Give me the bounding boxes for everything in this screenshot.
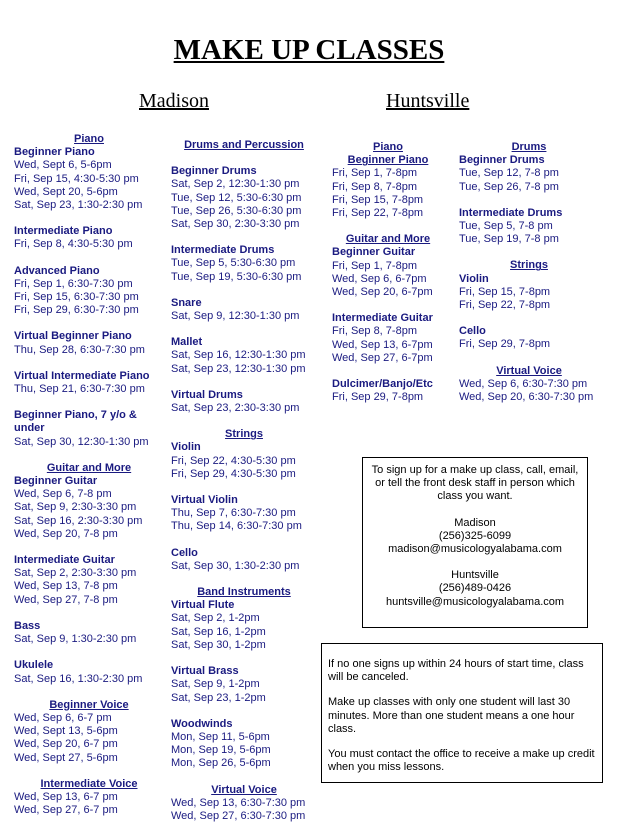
class-time: Sat, Sep 30, 2:30-3:30 pm (171, 218, 300, 231)
madison-column-1 (14, 133, 164, 830)
class-time: Wed, Sept 13, 5-6pm (14, 725, 118, 738)
class-time: Sat, Sep 16, 1:30-2:30 pm (14, 672, 143, 685)
class-name-beginner-guitar: Beginner Guitar (14, 475, 98, 488)
class-time: Sat, Sep 30, 1:30-2:30 pm (171, 559, 300, 572)
schedule-section (14, 409, 164, 449)
category-heading-band-instruments: Band Instruments (197, 586, 291, 599)
class-time: Wed, Sept 20, 5-6pm (14, 185, 118, 198)
class-time: Wed, Sep 20, 7-8 pm (14, 527, 118, 540)
class-time: Sat, Sep 16, 2:30-3:30 pm (14, 514, 143, 527)
class-time: Tue, Sep 12, 5:30-6:30 pm (171, 191, 302, 204)
class-time: Tue, Sep 19, 5:30-6:30 pm (171, 270, 302, 283)
class-name-cello: Cello (459, 325, 486, 338)
class-time: Fri, Sep 8, 7-8pm (332, 325, 417, 338)
class-time: Wed, Sep 27, 7-8 pm (14, 593, 118, 606)
class-time: Wed, Sep 27, 6-7pm (332, 351, 433, 364)
category-heading-piano: Piano (74, 133, 104, 145)
category-heading-drums: Drums (511, 141, 547, 153)
class-name-snare: Snare (171, 296, 202, 309)
class-time: Sat, Sep 30, 12:30-1:30 pm (14, 435, 149, 448)
schedule-section (459, 325, 599, 351)
class-time: Wed, Sep 13, 6-7 pm (14, 790, 118, 803)
class-time: Wed, Sep 20, 6:30-7:30 pm (459, 391, 594, 404)
schedule-section (171, 665, 317, 705)
class-time: Sat, Sep 9, 1:30-2:30 pm (14, 633, 137, 646)
class-time: Mon, Sep 26, 5-6pm (171, 757, 271, 770)
schedule-section (171, 784, 317, 824)
class-name-mallet: Mallet (171, 336, 203, 349)
class-time: Tue, Sep 12, 7-8 pm (459, 167, 559, 180)
class-time: Wed, Sep 13, 6:30-7:30 pm (171, 796, 306, 809)
schedule-section (14, 699, 164, 765)
schedule-section (332, 141, 444, 220)
class-time: Fri, Sep 22, 7-8pm (332, 207, 424, 220)
class-time: Sat, Sep 9, 2:30-3:30 pm (14, 501, 137, 514)
class-name-virtual-drums: Virtual Drums (171, 388, 243, 401)
class-name-beginner-drums: Beginner Drums (171, 165, 257, 178)
class-time: Fri, Sep 29, 4:30-5:30 pm (171, 467, 296, 480)
class-time: Wed, Sep 6, 6-7 pm (14, 711, 112, 724)
class-time: Fri, Sep 15, 6:30-7:30 pm (14, 291, 139, 304)
class-time: Wed, Sep 27, 6:30-7:30 pm (171, 809, 306, 822)
class-time: Sat, Sep 30, 1-2pm (171, 638, 266, 651)
class-time: Sat, Sep 16, 1-2pm (171, 625, 266, 638)
class-name-virtual-beginner-piano: Virtual Beginner Piano (14, 330, 132, 343)
class-time: Sat, Sep 23, 2:30-3:30 pm (171, 402, 300, 415)
class-time: Fri, Sep 15, 4:30-5:30 pm (14, 172, 139, 185)
class-name-intermediate-drums: Intermediate Drums (171, 244, 275, 257)
class-time: Fri, Sep 8, 7-8pm (332, 180, 417, 193)
huntsville-email[interactable]: huntsville@musicologyalabama.com (385, 595, 565, 608)
class-name-virtual-brass: Virtual Brass (171, 665, 239, 678)
schedule-section (459, 207, 599, 247)
class-name-intermediate-guitar: Intermediate Guitar (332, 312, 433, 325)
signup-info-box (362, 457, 588, 628)
schedule-section (14, 554, 164, 607)
schedule-section (171, 297, 317, 323)
class-name-ukulele: Ukulele (14, 659, 54, 672)
class-time: Sat, Sep 2, 12:30-1:30 pm (171, 178, 300, 191)
class-name-beginner-guitar: Beginner Guitar (332, 246, 416, 259)
class-time: Fri, Sep 1, 6:30-7:30 pm (14, 277, 133, 290)
class-name-intermediate-piano: Intermediate Piano (14, 225, 113, 238)
schedule-section (14, 620, 164, 646)
class-time: Sat, Sep 23, 1:30-2:30 pm (14, 199, 143, 212)
class-time: Wed, Sep 6, 6-7pm (332, 272, 427, 285)
policy-credit: You must contact the office to receive a make up credit when you miss lessons. (328, 748, 595, 774)
class-name-bass: Bass (14, 619, 41, 632)
class-time: Wed, Sep 13, 6-7pm (332, 338, 433, 351)
schedule-section (14, 462, 164, 541)
class-time: Wed, Sep 20, 6-7pm (332, 286, 433, 299)
policy-cancel: If no one signs up within 24 hours of start time, class will be canceled. (328, 658, 584, 684)
class-time: Sat, Sep 16, 12:30-1:30 pm (171, 349, 306, 362)
schedule-section (459, 141, 599, 194)
schedule-section (14, 330, 164, 356)
class-time: Tue, Sep 5, 5:30-6:30 pm (171, 257, 296, 270)
class-time: Thu, Sep 28, 6:30-7:30 pm (14, 343, 145, 356)
class-name-woodwinds: Woodwinds (171, 717, 233, 730)
class-time: Fri, Sep 8, 4:30-5:30 pm (14, 238, 133, 251)
schedule-section (14, 659, 164, 685)
category-heading-beginner-voice: Beginner Voice (49, 698, 129, 711)
class-name-dulcimer-banjo-etc: Dulcimer/Banjo/Etc (332, 378, 433, 391)
category-heading-drums-and-percussion: Drums and Percussion (184, 139, 304, 151)
class-time: Wed, Sept 6, 5-6pm (14, 159, 112, 172)
schedule-section (459, 365, 599, 405)
huntsville-phone[interactable]: (256)489-0426 (438, 582, 512, 595)
schedule-section (14, 265, 164, 318)
class-time: Wed, Sep 6, 6:30-7:30 pm (459, 377, 588, 390)
location-madison: Madison (139, 90, 209, 112)
class-name-intermediate-drums: Intermediate Drums (459, 206, 563, 219)
class-name-violin: Violin (459, 272, 489, 285)
class-time: Wed, Sep 27, 6-7 pm (14, 804, 118, 817)
category-heading-piano: Piano (373, 141, 403, 153)
category-heading-intermediate-voice: Intermediate Voice (40, 777, 138, 790)
class-time: Fri, Sep 29, 7-8pm (332, 391, 424, 404)
schedule-section (171, 389, 317, 415)
class-time: Fri, Sep 15, 7-8pm (459, 285, 551, 298)
class-time: Fri, Sep 1, 7-8pm (332, 167, 417, 180)
class-time: Wed, Sep 6, 7-8 pm (14, 488, 112, 501)
class-time: Mon, Sep 19, 5-6pm (171, 744, 271, 757)
class-name-advanced-piano: Advanced Piano (14, 264, 100, 277)
category-heading-strings: Strings (225, 428, 263, 441)
class-time: Wed, Sep 13, 7-8 pm (14, 580, 118, 593)
category-subheading-beginner-piano: Beginner Piano (347, 154, 429, 167)
class-time: Sat, Sep 23, 12:30-1:30 pm (171, 362, 306, 375)
class-name-beginner-piano-7-y-o-under: Beginner Piano, 7 y/o & under (14, 409, 137, 435)
schedule-section (171, 586, 317, 652)
schedule-section (171, 718, 317, 771)
class-name-intermediate-guitar: Intermediate Guitar (14, 554, 115, 567)
madison-email[interactable]: madison@musicologyalabama.com (388, 543, 562, 556)
schedule-section (171, 547, 317, 573)
class-time: Fri, Sep 22, 7-8pm (459, 299, 551, 312)
class-time: Sat, Sep 2, 2:30-3:30 pm (14, 567, 137, 580)
class-time: Wed, Sept 27, 5-6pm (14, 751, 118, 764)
madison-contact-name: Madison (454, 516, 496, 529)
class-time: Fri, Sep 29, 7-8pm (459, 338, 551, 351)
schedule-section (332, 378, 444, 404)
schedule-section (171, 428, 317, 481)
class-name-virtual-violin: Virtual Violin (171, 494, 238, 507)
class-time: Sat, Sep 23, 1-2pm (171, 691, 266, 704)
policy-box (321, 643, 603, 783)
schedule-section (171, 244, 317, 284)
schedule-section (459, 259, 599, 312)
class-name-virtual-intermediate-piano: Virtual Intermediate Piano (14, 369, 150, 382)
location-huntsville: Huntsville (386, 90, 470, 112)
class-time: Wed, Sep 20, 6-7 pm (14, 738, 118, 751)
category-heading-strings: Strings (510, 259, 548, 272)
category-heading-virtual-voice: Virtual Voice (211, 783, 277, 796)
class-time: Sat, Sep 9, 12:30-1:30 pm (171, 310, 300, 323)
class-name-violin: Violin (171, 441, 201, 454)
class-name-virtual-flute: Virtual Flute (171, 599, 235, 612)
class-time: Fri, Sep 29, 6:30-7:30 pm (14, 304, 139, 317)
huntsville-contact-name: Huntsville (451, 569, 499, 582)
signup-intro: To sign up for a make up class, call, email, or tell the front desk staff in person which class you want. (371, 464, 579, 503)
schedule-section (332, 233, 444, 299)
class-time: Mon, Sep 11, 5-6pm (171, 730, 270, 743)
class-time: Thu, Sep 14, 6:30-7:30 pm (171, 520, 302, 533)
schedule-section (171, 494, 317, 534)
class-time: Tue, Sep 19, 7-8 pm (459, 233, 559, 246)
class-time: Tue, Sep 26, 7-8 pm (459, 180, 559, 193)
policy-duration: Make up classes with only one student will last 30 minutes. More than one student means a one hour class. (328, 696, 575, 735)
class-time: Tue, Sep 26, 5:30-6:30 pm (171, 204, 302, 217)
class-name-cello: Cello (171, 546, 198, 559)
schedule-section (171, 165, 317, 231)
schedule-section (171, 139, 317, 152)
class-time: Sat, Sep 9, 1-2pm (171, 678, 260, 691)
schedule-section (14, 225, 164, 251)
category-heading-guitar-and-more: Guitar and More (46, 461, 132, 474)
class-time: Thu, Sep 21, 6:30-7:30 pm (14, 383, 145, 396)
huntsville-column-2 (459, 141, 599, 417)
class-time: Fri, Sep 1, 7-8pm (332, 259, 417, 272)
class-time: Tue, Sep 5, 7-8 pm (459, 220, 553, 233)
class-time: Sat, Sep 2, 1-2pm (171, 612, 260, 625)
class-name-beginner-piano: Beginner Piano (14, 146, 95, 159)
category-heading-guitar-and-more: Guitar and More (345, 233, 431, 246)
huntsville-column-1 (332, 141, 444, 417)
page-title: MAKE UP CLASSES (173, 34, 445, 66)
class-time: Fri, Sep 15, 7-8pm (332, 193, 424, 206)
schedule-section (14, 370, 164, 396)
class-time: Fri, Sep 22, 4:30-5:30 pm (171, 454, 296, 467)
class-time: Thu, Sep 7, 6:30-7:30 pm (171, 507, 296, 520)
schedule-section (332, 312, 444, 365)
madison-column-2 (171, 139, 317, 836)
schedule-section (171, 336, 317, 376)
schedule-section (14, 778, 164, 818)
class-name-beginner-drums: Beginner Drums (459, 154, 545, 167)
madison-phone[interactable]: (256)325-6099 (438, 529, 512, 542)
schedule-section (14, 133, 164, 212)
category-heading-virtual-voice: Virtual Voice (496, 364, 562, 377)
